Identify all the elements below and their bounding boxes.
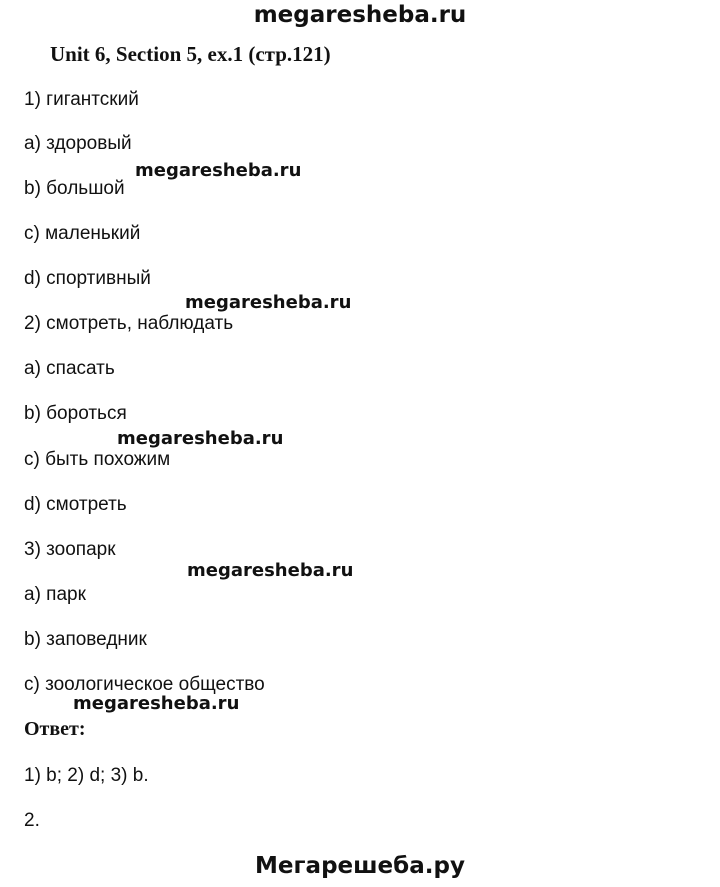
question-3: 3) зоопарк [24, 539, 116, 560]
option-1a: a) здоровый [24, 133, 132, 154]
watermark: megaresheba.ru [135, 160, 302, 181]
option-1c: c) маленький [24, 223, 141, 244]
option-2a: a) спасать [24, 358, 115, 379]
site-header: megaresheba.ru [253, 2, 467, 28]
option-2c: c) быть похожим [24, 449, 171, 470]
exercise-title: Unit 6, Section 5, ex.1 (стр.121) [50, 42, 331, 66]
answer-text: 1) b; 2) d; 3) b. [24, 765, 149, 786]
watermark: megaresheba.ru [185, 292, 352, 313]
option-3b: b) заповедник [24, 629, 147, 650]
option-1d: d) спортивный [24, 268, 151, 289]
answer-label: Ответ: [24, 718, 86, 740]
watermark: megaresheba.ru [73, 693, 240, 714]
option-2b: b) бороться [24, 403, 127, 424]
site-footer: Мегарешеба.ру [255, 853, 465, 879]
watermark: megaresheba.ru [187, 560, 354, 581]
question-2: 2) смотреть, наблюдать [24, 313, 234, 334]
question-1: 1) гигантский [24, 89, 139, 110]
option-3c: c) зоологическое общество [24, 674, 265, 695]
watermark: megaresheba.ru [117, 428, 284, 449]
option-1b: b) большой [24, 178, 125, 199]
next-exercise-number: 2. [24, 810, 40, 831]
option-2d: d) смотреть [24, 494, 127, 515]
option-3a: a) парк [24, 584, 86, 605]
